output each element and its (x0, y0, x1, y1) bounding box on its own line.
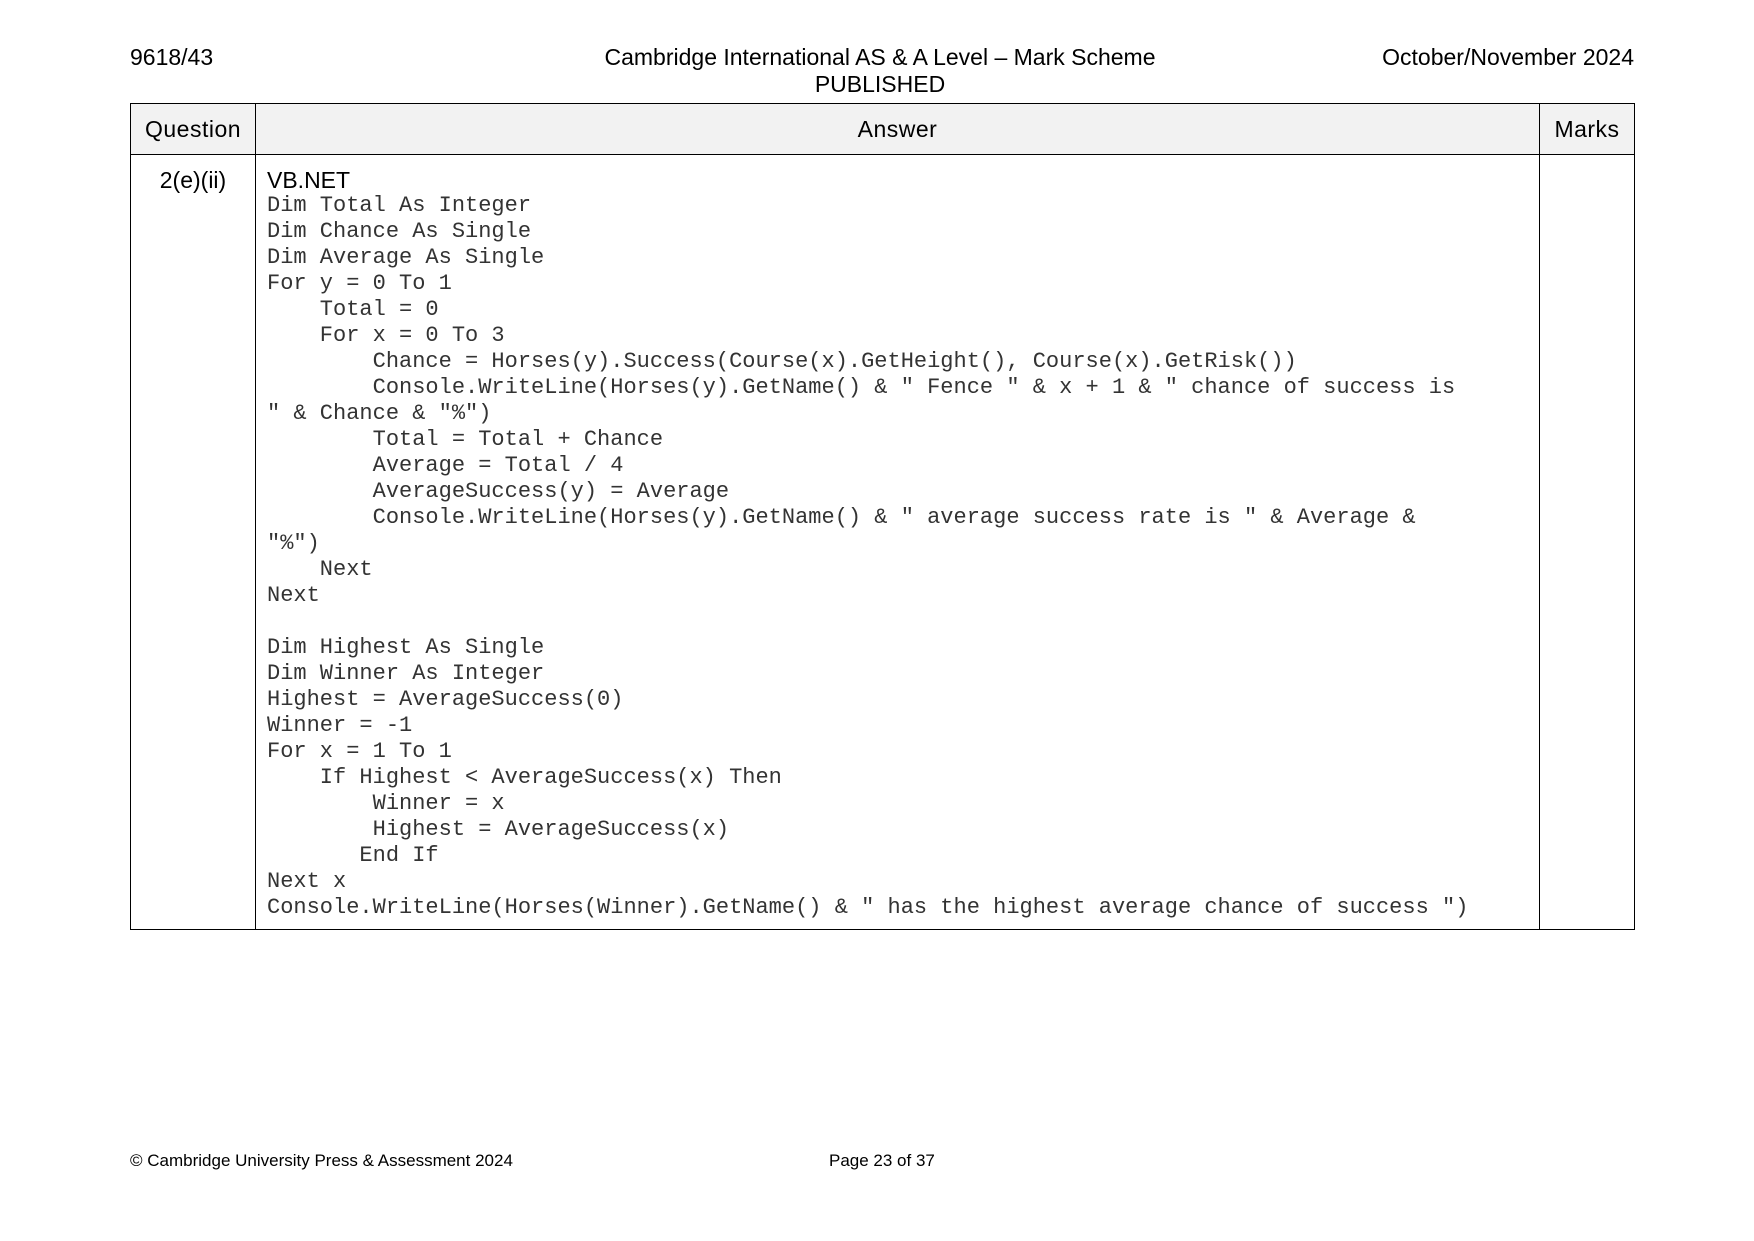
column-header-question: Question (131, 104, 256, 155)
code-line (267, 609, 1529, 635)
mark-scheme-table (130, 103, 1635, 930)
table-header-row (131, 104, 1635, 155)
code-line: Console.WriteLine(Horses(y).GetName() & " Fence " & x + 1 & " chance of success is (267, 375, 1456, 400)
code-line: Winner = x (267, 791, 505, 816)
table-row (131, 155, 1635, 930)
code-line: Dim Highest As Single (267, 635, 545, 660)
document-title (480, 44, 1280, 98)
code-line: Next (267, 583, 320, 608)
code-line: Console.WriteLine(Horses(Winner).GetName() & " has the highest average chance of success ") (267, 895, 1469, 920)
code-line: For x = 1 To 1 (267, 739, 452, 764)
code-line: Highest = AverageSuccess(x) (267, 817, 730, 842)
code-line: AverageSuccess(y) = Average (267, 479, 730, 504)
question-number: 2(e)(ii) (131, 155, 256, 930)
code-line: Highest = AverageSuccess(0) (267, 687, 624, 712)
code-line: Dim Chance As Single (267, 219, 532, 244)
code-line: For x = 0 To 3 (267, 323, 505, 348)
marks-cell (1540, 155, 1635, 930)
answer-cell (256, 155, 1540, 930)
paper-code: 9618/43 (130, 44, 214, 70)
code-block (267, 193, 1529, 921)
code-line: For y = 0 To 1 (267, 271, 452, 296)
code-line: " & Chance & "%") (267, 401, 492, 426)
exam-session: October/November 2024 (1382, 44, 1634, 70)
page-number: Page 23 of 37 (829, 1151, 935, 1170)
title-line: Cambridge International AS & A Level – Mark Scheme (604, 44, 1156, 70)
code-line: "%") (267, 531, 320, 556)
published-label: PUBLISHED (814, 71, 946, 97)
code-line: Dim Winner As Integer (267, 661, 545, 686)
code-line: Next (267, 557, 373, 582)
code-line: Dim Total As Integer (267, 193, 532, 218)
column-header-marks: Marks (1540, 104, 1635, 155)
code-line: End If (267, 843, 439, 868)
code-line: If Highest < AverageSuccess(x) Then (267, 765, 782, 790)
code-line: Next x (267, 869, 347, 894)
code-line: Chance = Horses(y).Success(Course(x).GetHeight(), Course(x).GetRisk()) (267, 349, 1297, 374)
code-line: Total = 0 (267, 297, 439, 322)
code-line: Dim Average As Single (267, 245, 545, 270)
code-line: Total = Total + Chance (267, 427, 664, 452)
copyright-notice: © Cambridge University Press & Assessment 2024 (130, 1151, 513, 1170)
code-line: Average = Total / 4 (267, 453, 624, 478)
language-label: VB.NET (267, 167, 351, 193)
column-header-answer: Answer (256, 104, 1540, 155)
code-line: Winner = -1 (267, 713, 413, 738)
code-line: Console.WriteLine(Horses(y).GetName() & " average success rate is " & Average & (267, 505, 1416, 530)
